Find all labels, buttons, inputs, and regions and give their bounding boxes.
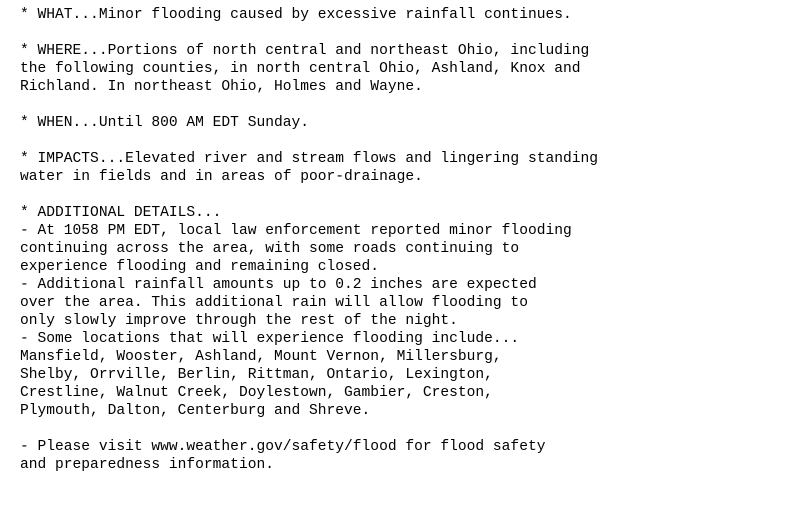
flood-advisory-text: * WHAT...Minor flooding caused by excessive rainfall continues. * WHERE...Portions of north central and northeast Ohio, including the following counties, in north central Ohio, Ashland, Knox and Richland. In northeast Ohio, Holmes and Wayne. * WHEN...Until 800 AM EDT Sunday. * IMPACTS...Elevated river and stream flows and lingering standing water in fields and in areas of poor-drainage. * ADDITIONAL DETAILS... - At 1058 PM EDT, local law enforcement reported minor flooding continuing across the area, with some roads continuing to experience flooding and remaining closed. - Additional rainfall amounts up to 0.2 inches are expected over the area. This additional rain will allow flooding to only slowly improve through the rest of the night. - Some locations that will experience flooding include... Mansfield, Wooster, Ashland, Mount Vernon, Millersburg, Shelby, Orrville, Berlin, Rittman, Ontario, Lexington, Crestline, Walnut Creek, Doylestown, Gambier, Creston, Plymouth, Dalton, Centerburg and Shreve. - Please visit www.weather.gov/safety/flood for flood safety and preparedness information. xyxy=(20,7,599,473)
